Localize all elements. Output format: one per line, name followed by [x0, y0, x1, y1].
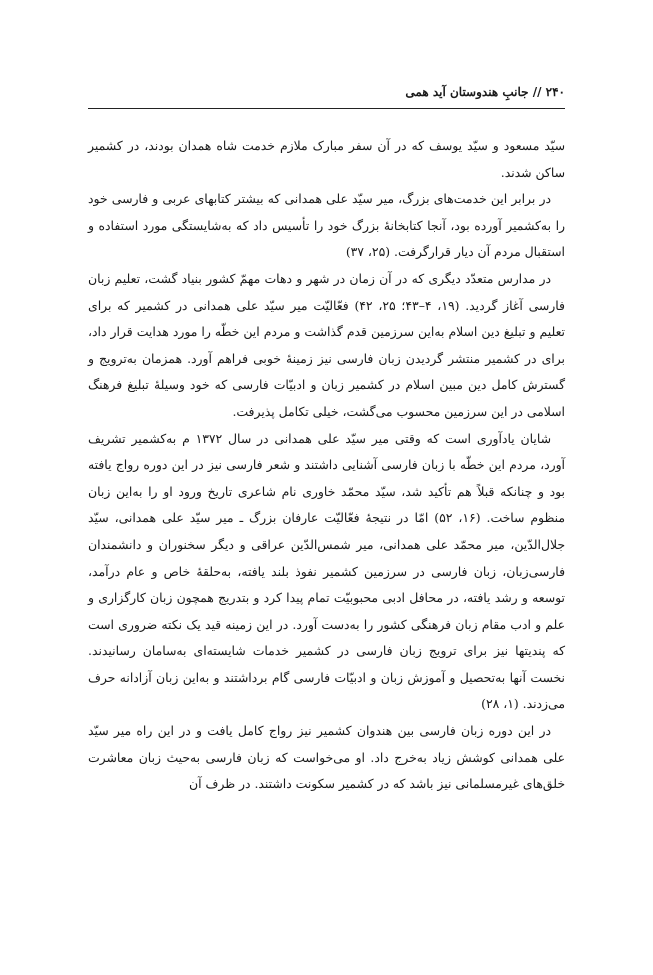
paragraph: در مدارس متعدّد دیگری که در آن زمان در شهر و دهات مهمّ کشور بنیاد گشت، تعلیم زبان فارسی آغاز گردید. (۱۹، ۴–۴۳؛ ۲۵، ۴۲) فعّالیّت میر سیّد علی همدانی در کشمیر که برای تعلیم و تبلیغ دین اسلام به‌این سرزمین قدم گذاشت و مردم این خطّه را مورد هدایت قرار داد، برای در کشمیر منتشر گردیدن زبان فارسی نیز زمینهٔ خوبی فراهم آورد. همزمان به‌ترویج و گسترش کامل دین مبین اسلام در کشمیر زبان و ادبیّات فارسی که خود وسیلهٔ تبلیغ فرهنگ اسلامی در این سرزمین محسوب می‌گشت، خیلی تکامل پذیرفت. [88, 270, 565, 419]
paragraph: در برابر این خدمت‌های بزرگ، میر سیّد علی همدانی که بیشتر کتابهای عربی و فارسی خود را به‌کشمیر آورده بود، آنجا کتابخانهٔ بزرگ خود را تأسیس داد که به‌شایستگی مورد استفاده و استقبال مردم آن دیار قرارگرفت. (۲۵، ۳۷) [88, 191, 565, 260]
paragraph: در این دوره زبان فارسی بین هندوان کشمیر نیز رواج کامل یافت و در این راه میر سیّد علی همدانی کوشش زیاد به‌خرج داد. او می‌خواست که زبان فارسی به‌حیث زبان معاشرت خلق‌های غیرمسلمانی نیز باشد که در کشمیر سکونت داشتند. در ظرف آن [88, 723, 565, 792]
header-divider [88, 108, 565, 109]
paragraph: سیّد مسعود و سیّد یوسف که در آن سفر مبارک ملازم خدمت شاه همدان بودند، در کشمیر ساکن شدند. [88, 138, 565, 180]
running-head: ۲۴۰ // جانبِ هندوستان آید همی [405, 85, 565, 99]
body-text [88, 133, 565, 798]
paragraph: شایان یادآوری است که وقتی میر سیّد علی همدانی در سال ۱۳۷۲ م به‌کشمیر تشریف آورد، مردم این خطّه با زبان فارسی آشنایی داشتند و شعر فارسی نیز در این دوره رواج یافته بود و چنانکه قبلاً هم تأکید شد، سیّد محمّد خاوری نام شاعری تاریخ ورود او را به‌این زبان منظوم ساخت. (۱۶، ۵۲) امّا در نتیجهٔ فعّالیّت عارفان بزرگ ـ میر سیّد علی همدانی، سیّد جلال‌الدّین، میر محمّد علی همدانی، میر شمس‌الدّین عراقی و دیگر سخنوران و دانشمندان فارسی‌زبان، زبان فارسی در سرزمین کشمیر نفوذ بلند یافته، به‌حلقهٔ خاص و عام درآمد، توسعه و رشد یافته، در محافل ادبی محبوبیّت تمام پیدا کرد و بتدریج همچون زبان کارگزاری و علم و ادب مقام زبان فرهنگی کشور را به‌دست آورد. در این زمینه قید یک نکته ضروری است که پندیتها نیز برای ترویج زبان فارسی در کشمیر خدمات شایسته‌ای به‌سامان رسانیدند. نخست آنها به‌تحصیل و آموزش زبان و ادبیّات فارسی گام برداشتند و به‌این زبان آزادانه حرف می‌زدند. (۱، ۲۸) [88, 430, 565, 712]
